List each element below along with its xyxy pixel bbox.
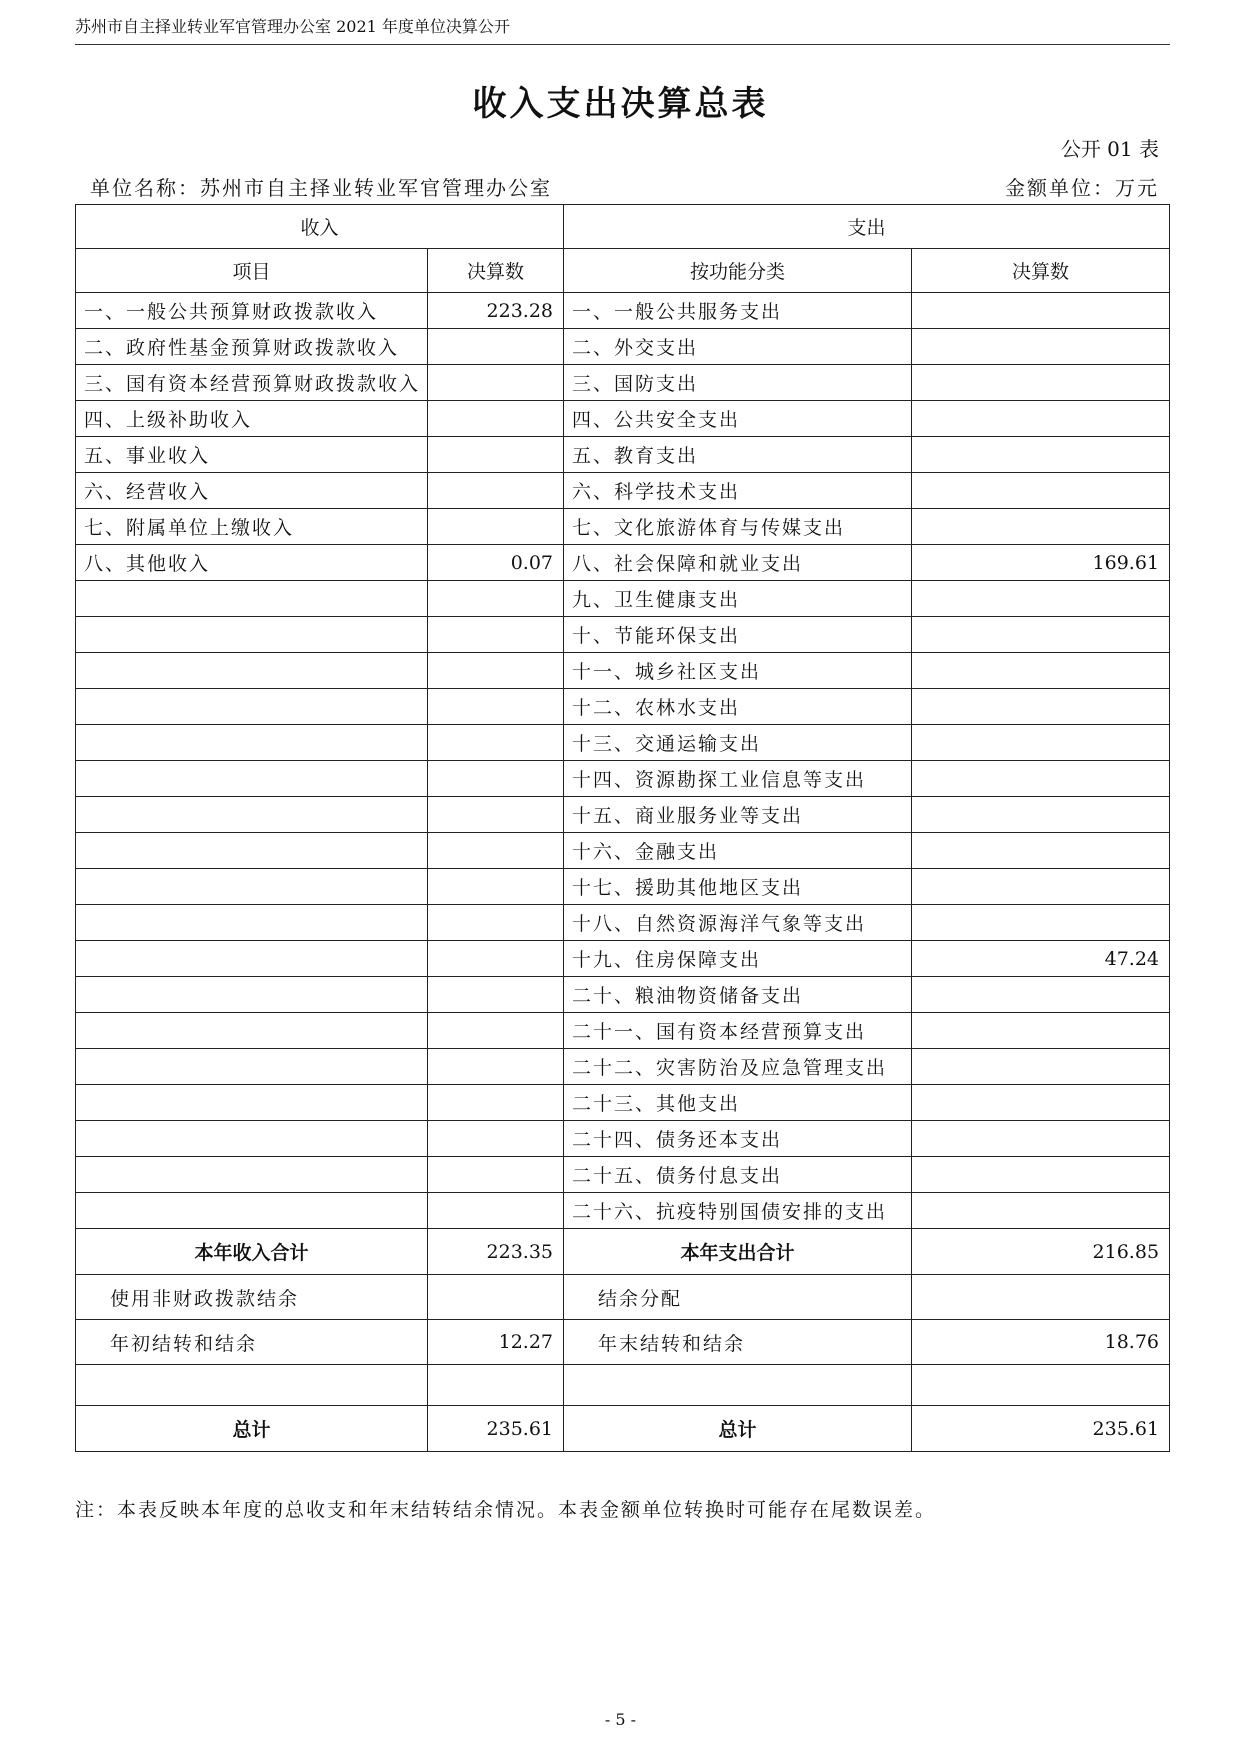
table-row — [76, 1121, 1170, 1157]
expense-total-label: 总计 — [564, 1406, 912, 1452]
expense-item-value — [912, 797, 1170, 833]
expense-item-label: 二十二、灾害防治及应急管理支出 — [564, 1049, 912, 1085]
income-expense-table — [75, 204, 1170, 1452]
income-item-label — [76, 761, 428, 797]
income-item-label — [76, 833, 428, 869]
income-item-value — [428, 689, 564, 725]
income-item-value — [428, 329, 564, 365]
extra-income-value — [428, 1275, 564, 1320]
income-item-label — [76, 941, 428, 977]
income-item-value — [428, 1121, 564, 1157]
expense-item-value — [912, 365, 1170, 401]
expense-item-label: 二十、粮油物资储备支出 — [564, 977, 912, 1013]
income-item-value — [428, 365, 564, 401]
income-total-value: 235.61 — [428, 1406, 564, 1452]
unit-name: 单位名称：苏州市自主择业转业军官管理办公室 — [90, 176, 552, 200]
income-item-value — [428, 869, 564, 905]
table-row — [76, 797, 1170, 833]
amount-unit: 金额单位：万元 — [1005, 176, 1159, 200]
income-item-value — [428, 653, 564, 689]
income-item-value — [428, 617, 564, 653]
expense-item-value — [912, 1013, 1170, 1049]
expense-item-value — [912, 653, 1170, 689]
income-item-value — [428, 473, 564, 509]
page-title: 收入支出决算总表 — [472, 84, 769, 124]
expense-item-value — [912, 1193, 1170, 1229]
extra-row — [76, 1275, 1170, 1320]
expense-item-value — [912, 437, 1170, 473]
income-item-label — [76, 653, 428, 689]
expense-item-label: 十三、交通运输支出 — [564, 725, 912, 761]
table-row — [76, 473, 1170, 509]
income-total-label: 总计 — [76, 1406, 428, 1452]
expense-item-value — [912, 1085, 1170, 1121]
income-item-value — [428, 905, 564, 941]
income-item-label — [76, 1013, 428, 1049]
table-row — [76, 653, 1170, 689]
income-item-value — [428, 401, 564, 437]
income-item-value — [428, 1085, 564, 1121]
expense-item-label: 二、外交支出 — [564, 329, 912, 365]
expense-item-value — [912, 869, 1170, 905]
income-item-label — [76, 1193, 428, 1229]
table-row — [76, 1157, 1170, 1193]
table-row — [76, 941, 1170, 977]
expense-item-value: 47.24 — [912, 941, 1170, 977]
expense-item-value — [912, 293, 1170, 329]
table-row — [76, 1049, 1170, 1085]
table-row — [76, 509, 1170, 545]
expense-item-label: 四、公共安全支出 — [564, 401, 912, 437]
income-item-label — [76, 1085, 428, 1121]
extra-expense-label: 年末结转和结余 — [564, 1320, 912, 1365]
expense-item-label: 九、卫生健康支出 — [564, 581, 912, 617]
blank-row — [76, 1365, 1170, 1406]
page-number: - 5 - — [604, 1710, 637, 1729]
expense-item-label: 二十四、债务还本支出 — [564, 1121, 912, 1157]
footnote: 注：本表反映本年度的总收支和年末结转结余情况。本表金额单位转换时可能存在尾数误差。 — [75, 1499, 937, 1521]
income-item-label — [76, 617, 428, 653]
income-item-label — [76, 1049, 428, 1085]
table-row — [76, 869, 1170, 905]
income-item-value — [428, 833, 564, 869]
extra-income-value: 12.27 — [428, 1320, 564, 1365]
income-item-value — [428, 581, 564, 617]
income-item-value — [428, 761, 564, 797]
expense-item-value — [912, 761, 1170, 797]
expense-subtotal-value: 216.85 — [912, 1229, 1170, 1275]
header-rule — [75, 44, 1170, 45]
table-row — [76, 833, 1170, 869]
expense-item-value: 169.61 — [912, 545, 1170, 581]
expense-item-value — [912, 977, 1170, 1013]
expense-item-value — [912, 581, 1170, 617]
table-row — [76, 1085, 1170, 1121]
table-row — [76, 689, 1170, 725]
expense-item-label: 六、科学技术支出 — [564, 473, 912, 509]
expense-item-label: 十八、自然资源海洋气象等支出 — [564, 905, 912, 941]
income-item-value — [428, 509, 564, 545]
extra-expense-label: 结余分配 — [564, 1275, 912, 1320]
expense-item-value — [912, 329, 1170, 365]
income-item-label: 六、经营收入 — [76, 473, 428, 509]
extra-income-label: 使用非财政拨款结余 — [76, 1275, 428, 1320]
income-item-value: 0.07 — [428, 545, 564, 581]
expense-item-label: 二十五、债务付息支出 — [564, 1157, 912, 1193]
income-item-label — [76, 725, 428, 761]
extra-income-label: 年初结转和结余 — [76, 1320, 428, 1365]
income-item-value — [428, 797, 564, 833]
income-item-label: 四、上级补助收入 — [76, 401, 428, 437]
income-subtotal-label: 本年收入合计 — [76, 1229, 428, 1275]
expense-item-value — [912, 1121, 1170, 1157]
total-row — [76, 1406, 1170, 1452]
income-item-label — [76, 905, 428, 941]
expense-item-label: 二十六、抗疫特别国债安排的支出 — [564, 1193, 912, 1229]
expense-item-value — [912, 509, 1170, 545]
expense-item-value — [912, 1157, 1170, 1193]
income-item-value — [428, 977, 564, 1013]
expense-item-label: 十七、援助其他地区支出 — [564, 869, 912, 905]
table-row — [76, 725, 1170, 761]
expense-item-value — [912, 905, 1170, 941]
running-header: 苏州市自主择业转业军官管理办公室 2021 年度单位决算公开 — [75, 17, 510, 36]
table-row — [76, 545, 1170, 581]
income-item-label — [76, 977, 428, 1013]
income-subtotal-value: 223.35 — [428, 1229, 564, 1275]
expense-item-label: 十九、住房保障支出 — [564, 941, 912, 977]
expense-item-label: 十、节能环保支出 — [564, 617, 912, 653]
income-item-label: 二、政府性基金预算财政拨款收入 — [76, 329, 428, 365]
income-item-label: 五、事业收入 — [76, 437, 428, 473]
expense-item-value — [912, 833, 1170, 869]
expense-subtotal-label: 本年支出合计 — [564, 1229, 912, 1275]
extra-expense-value: 18.76 — [912, 1320, 1170, 1365]
expense-item-label: 十六、金融支出 — [564, 833, 912, 869]
table-row — [76, 437, 1170, 473]
column-header-row — [76, 249, 1170, 293]
expense-item-label: 一、一般公共服务支出 — [564, 293, 912, 329]
expense-item-value — [912, 473, 1170, 509]
expense-item-value — [912, 725, 1170, 761]
expense-item-label: 二十一、国有资本经营预算支出 — [564, 1013, 912, 1049]
table-row — [76, 581, 1170, 617]
expense-item-label: 八、社会保障和就业支出 — [564, 545, 912, 581]
table-row — [76, 617, 1170, 653]
expense-item-label: 三、国防支出 — [564, 365, 912, 401]
subtotal-row — [76, 1229, 1170, 1275]
income-item-label — [76, 797, 428, 833]
expense-item-label: 五、教育支出 — [564, 437, 912, 473]
col-amount: 决算数 — [428, 249, 564, 293]
expense-item-label: 十一、城乡社区支出 — [564, 653, 912, 689]
income-item-label: 一、一般公共预算财政拨款收入 — [76, 293, 428, 329]
table-row — [76, 329, 1170, 365]
expense-section-header: 支出 — [564, 205, 1170, 249]
income-item-value — [428, 1013, 564, 1049]
expense-item-label: 七、文化旅游体育与传媒支出 — [564, 509, 912, 545]
income-item-value — [428, 1049, 564, 1085]
extra-row — [76, 1320, 1170, 1365]
expense-item-value — [912, 617, 1170, 653]
income-item-label: 三、国有资本经营预算财政拨款收入 — [76, 365, 428, 401]
income-item-label — [76, 581, 428, 617]
income-section-header: 收入 — [76, 205, 564, 249]
table-row — [76, 1013, 1170, 1049]
section-header-row — [76, 205, 1170, 249]
income-item-value — [428, 1193, 564, 1229]
table-row — [76, 761, 1170, 797]
table-row — [76, 293, 1170, 329]
income-item-value — [428, 1157, 564, 1193]
income-item-value — [428, 725, 564, 761]
income-item-label — [76, 869, 428, 905]
expense-item-label: 十二、农林水支出 — [564, 689, 912, 725]
table-row — [76, 905, 1170, 941]
col-amount2: 决算数 — [912, 249, 1170, 293]
form-number: 公开 01 表 — [1060, 137, 1159, 161]
income-item-label: 七、附属单位上缴收入 — [76, 509, 428, 545]
income-item-value — [428, 437, 564, 473]
table-row — [76, 977, 1170, 1013]
income-item-label: 八、其他收入 — [76, 545, 428, 581]
expense-item-label: 十四、资源勘探工业信息等支出 — [564, 761, 912, 797]
expense-item-label: 二十三、其他支出 — [564, 1085, 912, 1121]
income-item-label — [76, 689, 428, 725]
table-row — [76, 365, 1170, 401]
income-item-label — [76, 1121, 428, 1157]
table-row — [76, 401, 1170, 437]
expense-item-value — [912, 1049, 1170, 1085]
col-by-function: 按功能分类 — [564, 249, 912, 293]
table-row — [76, 1193, 1170, 1229]
col-item: 项目 — [76, 249, 428, 293]
expense-item-label: 十五、商业服务业等支出 — [564, 797, 912, 833]
income-item-value: 223.28 — [428, 293, 564, 329]
income-item-label — [76, 1157, 428, 1193]
expense-total-value: 235.61 — [912, 1406, 1170, 1452]
expense-item-value — [912, 689, 1170, 725]
expense-item-value — [912, 401, 1170, 437]
income-item-value — [428, 941, 564, 977]
extra-expense-value — [912, 1275, 1170, 1320]
